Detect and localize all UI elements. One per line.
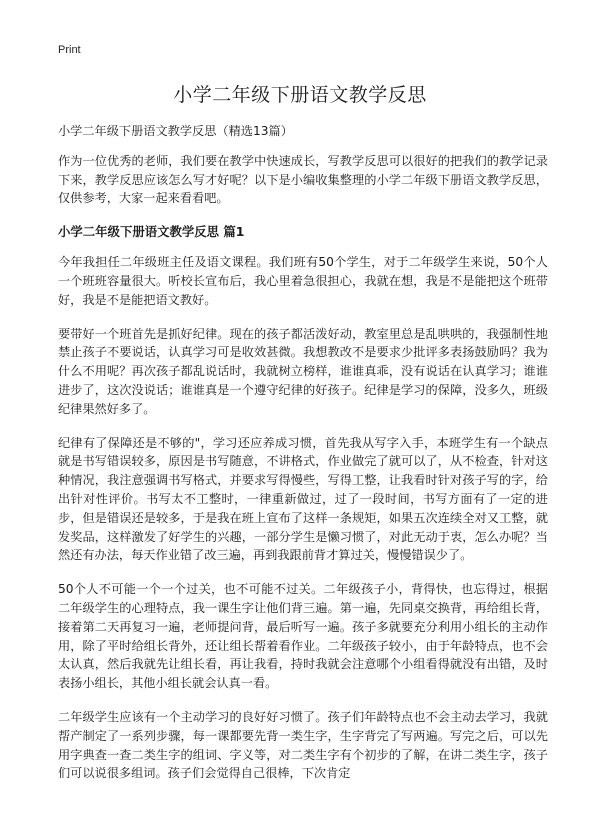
article-subtitle: 小学二年级下册语文教学反思（精选13篇）: [58, 124, 293, 138]
article-body: [58, 122, 548, 798]
print-link[interactable]: Print: [58, 44, 81, 56]
body-paragraph: 二年级学生应该有一个主动学习的良好好习惯了。孩子们年龄特点也不会主动去学习，我就帮产制定了一系列步骤，每一课都要先背一类生字，生字背完了写两遍。写完之后，可以先用字典查一查二类生字的组词、字义等，对二类生字有个初步的了解，在讲二类生字，孩子们可以说很多组词。孩子们会觉得自己很棒，下次肯定: [58, 709, 548, 781]
page-title: 小学二年级下册语文教学反思: [173, 84, 427, 106]
body-paragraph: 今年我担任二年级班主任及语文课程。我们班有50个学生，对于二年级学生来说，50个人一个班班容量很大。听校长宣布后，我心里着急很担心，我就在想，我是不是能把这个班带好，我是不是能把语文教好。: [58, 255, 548, 307]
intro-paragraph: 作为一位优秀的老师，我们要在教学中快速成长，写教学反思可以很好的把我们的教学记录下来，教学反思应该怎么写才好呢？以下是小编收集整理的小学二年级下册语文教学反思，仅供参考，大家一起来看看吧。: [58, 153, 548, 206]
body-paragraph: 50个人不可能一个一个过关，也不可能不过关。二年级孩子小，背得快，也忘得过，根据二年级学生的心理特点，我一课生字让他们背三遍。第一遍，先同桌交换背，再给组长背，接着第二天再复习一遍，老师提问背，最后听写一遍。孩子多就要充分利用小组长的主动作用，除了平时给组长背外，还让组长帮着看作业。二年级孩子较小，由于年龄特点，也不会太认真，然后我就先让组长看，再让我看，持时我就会注意哪个小组看得就没有出错，及时表扬小组长，其他小组长就会认真一看。: [58, 582, 548, 691]
section-heading: 小学二年级下册语文教学反思 篇1: [58, 224, 245, 240]
body-paragraph: 要带好一个班首先是抓好纪律。现在的孩子都活泼好动，教室里总是乱哄哄的，我强制性地禁止孩子不要说话，认真学习可是收效甚微。我想教改不是要求少批评多表扬鼓励吗？我为什么不用呢？再次孩子都乱说话时，我就树立榜样，谁谁真乖，没有说话在认真学习；谁谁进步了，这次没说话；谁谁真是一个遵守纪律的好孩子。纪律是学习的保障，没多久，班级纪律果然好多了。: [58, 326, 548, 416]
body-paragraph: 纪律有了保障还是不够的"，学习还应养成习惯，首先我从写字入手，本班学生有一个缺点就是书写错误较多，原因是书写随意，不讲格式，作业做完了就可以了，从不检查，针对这种情况，我注意强调书写格式，并要求写得慢些，写得工整，让我看时针对孩子写的字，给出针对性评价。书写太不工整时，一律重新做过，过了一段时间，书写方面有了一定的进步，但是错误还是较多，于是我在班上宣布了这样一条规矩，如果五次连续全对又工整，就发奖品，这样激发了好学生的兴趣，一部分学生是懒习惯了，对此无动于衷，怎么办呢？当然还有办法，每天作业错了改三遍，再到我跟前背才算过关，慢慢错误少了。: [58, 435, 548, 563]
